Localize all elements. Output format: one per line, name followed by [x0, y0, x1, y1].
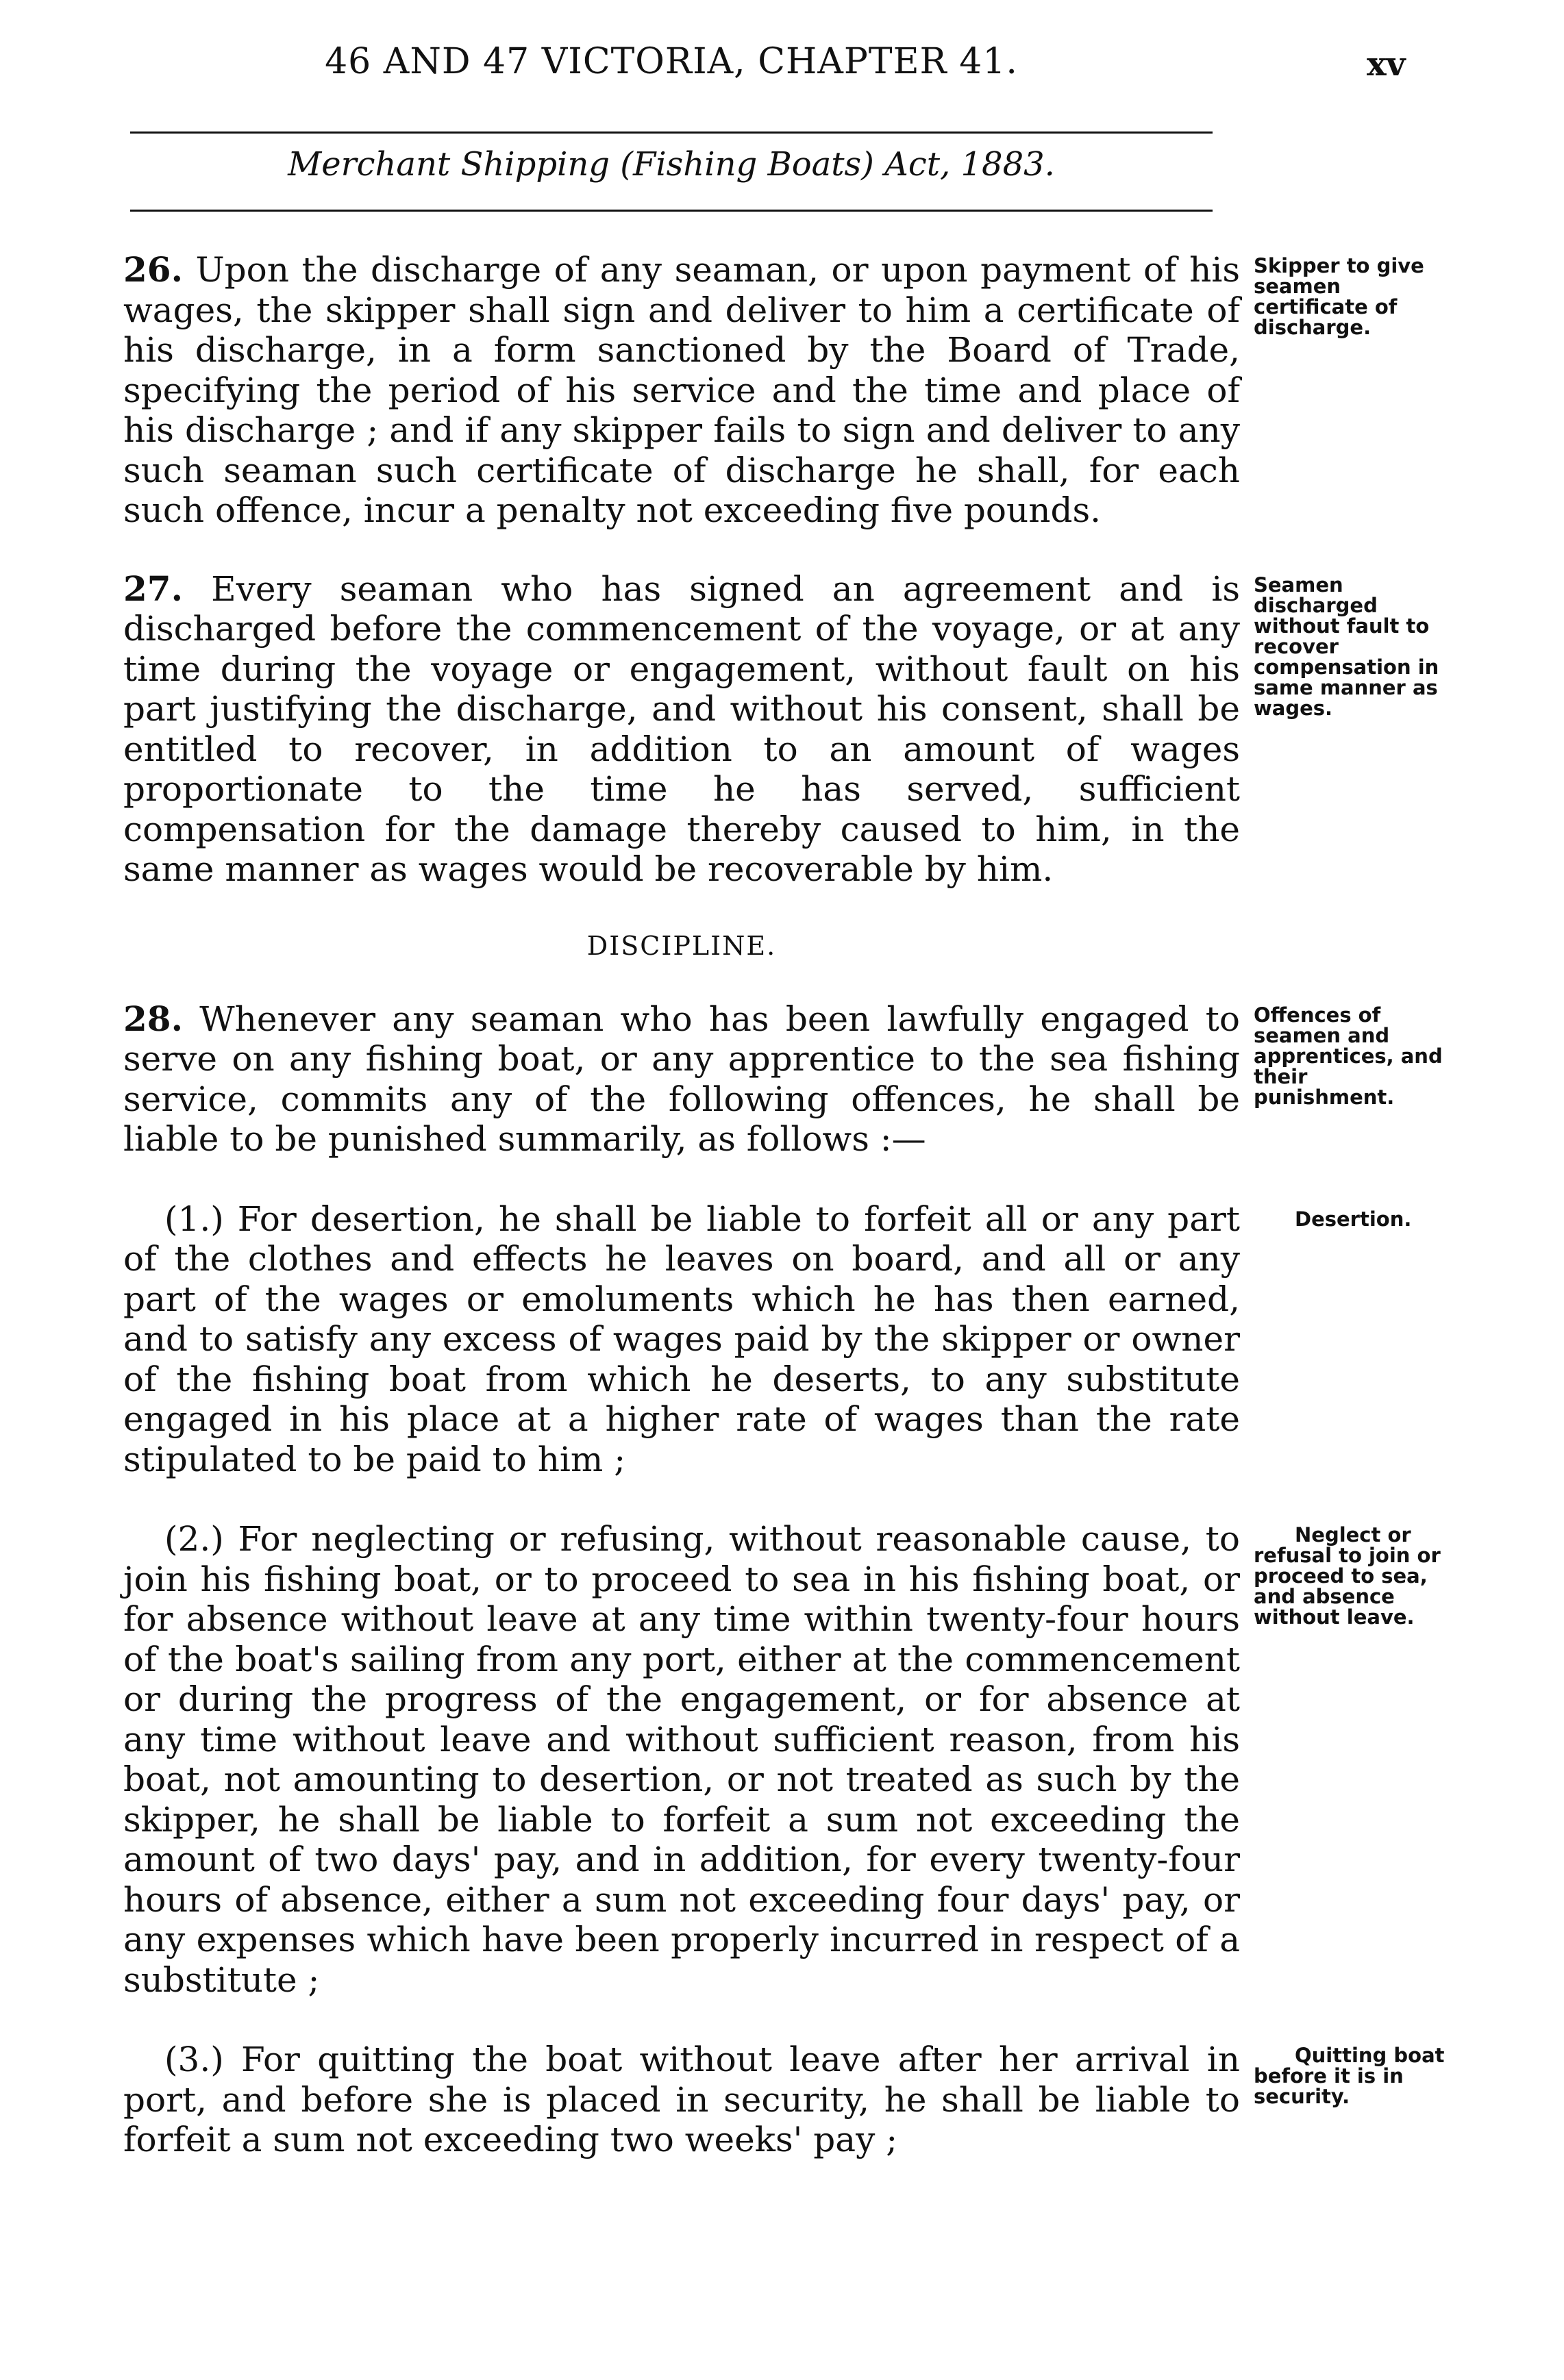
paragraph-2	[123, 1519, 1441, 2000]
margin-note: Quitting boat before it is in security.	[1254, 2044, 1445, 2108]
section-number: 26.	[123, 249, 183, 290]
header-rule-bottom	[130, 210, 1213, 212]
section-26	[123, 249, 1424, 531]
short-title: Merchant Shipping (Fishing Boats) Act, 1883.	[288, 145, 1055, 184]
paragraph-3	[123, 2040, 1445, 2160]
margin-note: Skipper to give seamen certificate of discharge.	[1254, 254, 1424, 339]
heading-discipline: DISCIPLINE.	[586, 930, 777, 961]
header-rule-top	[130, 131, 1213, 134]
document-body	[123, 249, 1445, 2160]
running-head: 46 AND 47 VICTORIA, CHAPTER 41.	[325, 41, 1018, 82]
section-text: Every seaman who has signed an agreement and is discharged before the commencement of the voyage, or at any time during the voyage or engagement, without fault on his part justifying the discharge, and without his consent, shall be entitled to recover, in addition to an amount of wages proportionate to the time he has served, sufficient compensation for the damage thereby caused to him, in the same manner as wages would be recoverable by him.	[123, 568, 1240, 889]
margin-note: Seamen discharged without fault to recover compensation in same manner as wages.	[1254, 573, 1439, 720]
margin-note: Offences of seamen and apprentices, and their punishment.	[1254, 1003, 1443, 1109]
paragraph-text: (1.) For desertion, he shall be liable to forfeit all or any part of the clothes and effects he leaves on board, and all or any part of the wages or emoluments which he has then earned, and to satisfy any excess of wages paid by the skipper or owner of the fishing boat from which he deserts, to any substitute engaged in his place at a higher rate of wages than the rate stipulated to be paid to him ;	[123, 1199, 1240, 1479]
paragraph-1	[123, 1199, 1412, 1480]
section-28	[123, 998, 1443, 1160]
paragraph-text: (2.) For neglecting or refusing, without reasonable cause, to join his fishing boat, or to proceed to sea in his fishing boat, or for absence without leave at any time within twenty-four hours of the boat's sailing from any port, either at the commencement or during the progress of the engagement, or for absence at any time without leave and without sufficient reason, from his boat, not amounting to desertion, or not treated as such by the skipper, he shall be liable to forfeit a sum not exceeding the amount of two days' pay, and in addition, for every twenty-four hours of absence, either a sum not exceeding four days' pay, or any expenses which have been properly incurred in respect of a substitute ;	[123, 1519, 1240, 2000]
page-number: xv	[1367, 45, 1406, 84]
margin-note: Desertion.	[1295, 1207, 1412, 1231]
section-27	[123, 568, 1439, 890]
section-number: 27.	[123, 568, 183, 609]
section-text: Whenever any seaman who has been lawfully engaged to serve on any fishing boat, or any apprentice to the sea fishing service, commits any of the following offences, he shall be liable to be punished summarily, as follows :—	[123, 999, 1240, 1159]
section-text: Upon the discharge of any seaman, or upon payment of his wages, the skipper shall sign and deliver to him a certificate of his discharge, in a form sanctioned by the Board of Trade, specifying the period of his service and the time and place of his discharge ; and if any skipper fails to sign and deliver to any such seaman such certificate of discharge he shall, for each such offence, incur a penalty not exceeding five pounds.	[123, 250, 1240, 530]
margin-note: Neglect or refusal to join or proceed to sea, and absence without leave.	[1254, 1523, 1441, 1629]
paragraph-text: (3.) For quitting the boat without leave after her arrival in port, and before she is placed in security, he shall be liable to forfeit a sum not exceeding two weeks' pay ;	[123, 2040, 1240, 2159]
section-number: 28.	[123, 998, 183, 1039]
